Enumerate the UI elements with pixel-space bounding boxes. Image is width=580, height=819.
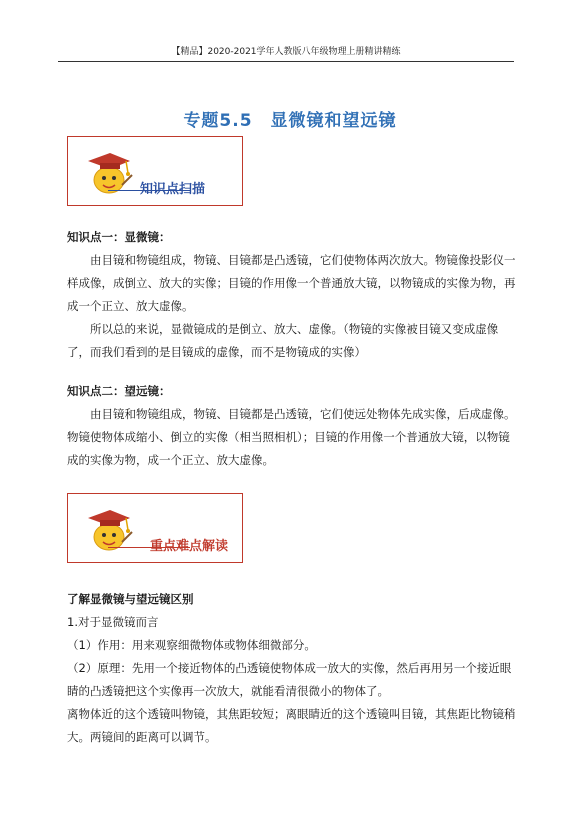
header-rule [58, 61, 514, 62]
section-heading: 知识点二：望远镜： [67, 384, 171, 398]
page-title: 专题5.5 显微镜和望远镜 [183, 111, 397, 131]
section-heading: 知识点一：显微镜： [67, 230, 171, 244]
paragraph: 由目镜和物镜组成，物镜、目镜都是凸透镜，它们使远处物体先成实像，后成虚像。物镜使物体成缩小、倒立的实像（相当照相机）；目镜的作用像一个普通放大镜，以物镜成的实像为物，成一个正立、放大虚像。 [67, 407, 516, 467]
paragraph: 离物体近的这个透镜叫物镜，其焦距较短；离眼睛近的这个透镜叫目镜，其焦距比物镜稍大。两镜间的距离可以调节。 [67, 707, 516, 744]
list-item: （1）作用：用来观察细微物体或物体细微部分。 [67, 638, 316, 652]
running-header: 【精品】2020-2021学年人教版八年级物理上册精讲精练 [171, 47, 401, 57]
section-heading: 了解显微镜与望远镜区别 [67, 592, 194, 606]
section-difference [67, 588, 517, 749]
key-points-banner [67, 493, 243, 563]
section-telescope [67, 380, 517, 472]
list-item: 1.对于显微镜而言 [67, 615, 159, 629]
list-item: （2）原理：先用一个接近物体的凸透镜使物体成一放大的实像，然后再用另一个接近眼睛的凸透镜把这个实像再一次放大，就能看清很微小的物体了。 [67, 661, 512, 698]
section-microscope [67, 226, 517, 364]
knowledge-scan-banner [67, 136, 243, 206]
paragraph: 由目镜和物镜组成，物镜、目镜都是凸透镜，它们使物体两次放大。物镜像投影仪一样成像，成倒立、放大的实像；目镜的作用像一个普通放大镜，以物镜成的实像为物，再成一个正立、放大虚像。 [67, 253, 516, 313]
banner-label: 知识点扫描 [140, 182, 206, 197]
paragraph: 所以总的来说，显微镜成的是倒立、放大、虚像。（物镜的实像被目镜又变成虚像了，而我们看到的是目镜成的虚像，而不是物镜成的实像） [67, 322, 499, 359]
banner-label: 重点难点解读 [150, 539, 229, 554]
